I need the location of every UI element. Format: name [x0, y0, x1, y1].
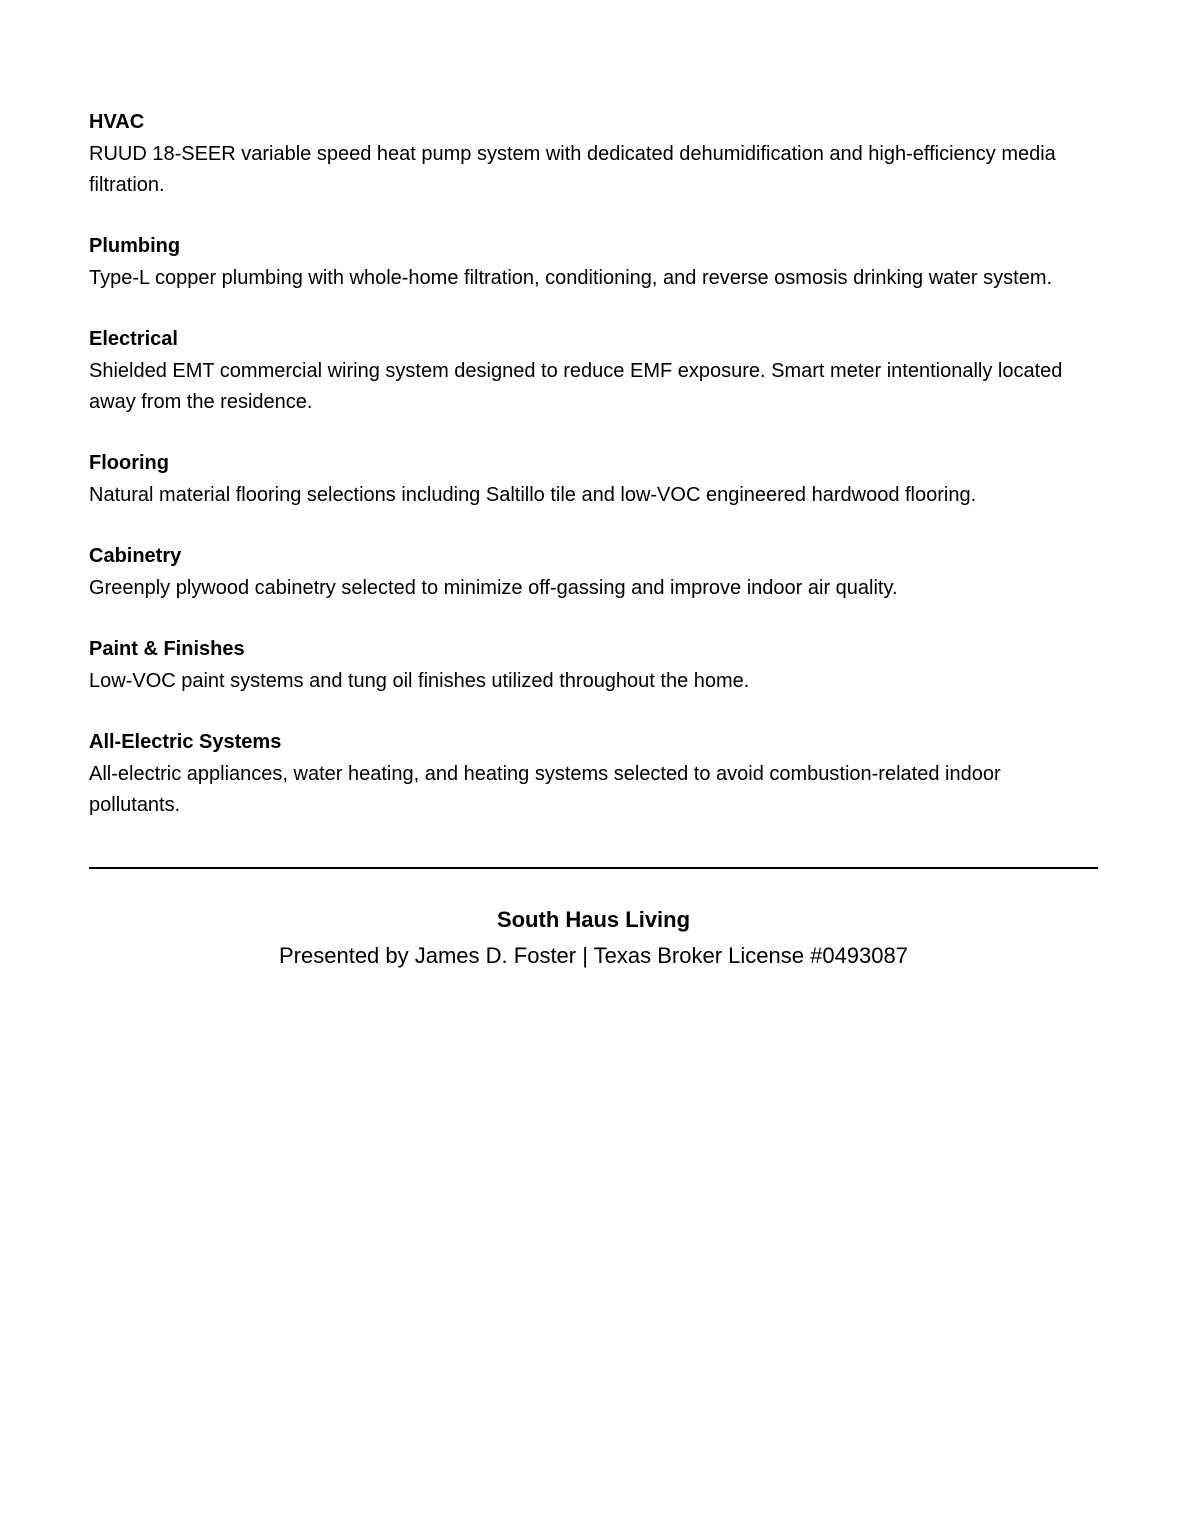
- section-hvac: [89, 108, 1097, 201]
- footer-divider: [89, 867, 1098, 869]
- section-body: Natural material flooring selections including Saltillo tile and low-VOC engineered hardwood flooring.: [89, 484, 977, 506]
- section-title: Paint & Finishes: [89, 638, 245, 660]
- section-title: Cabinetry: [89, 545, 182, 567]
- section-body: Low-VOC paint systems and tung oil finishes utilized throughout the home.: [89, 670, 750, 692]
- section-title: HVAC: [89, 111, 145, 133]
- section-body: Shielded EMT commercial wiring system designed to reduce EMF exposure. Smart meter intentionally located away from the residence.: [89, 360, 1063, 413]
- section-flooring: [89, 449, 1097, 511]
- section-title: All-Electric Systems: [89, 731, 282, 753]
- footer: [89, 905, 1098, 971]
- footer-brand: South Haus Living: [496, 907, 691, 932]
- section-title: Flooring: [89, 452, 169, 474]
- section-body: RUUD 18-SEER variable speed heat pump system with dedicated dehumidification and high-efficiency media filtration.: [89, 143, 1056, 196]
- section-title: Electrical: [89, 328, 178, 350]
- section-body: Type-L copper plumbing with whole-home filtration, conditioning, and reverse osmosis drinking water system.: [89, 267, 1053, 289]
- section-paint-finishes: [89, 635, 1097, 697]
- section-body: All-electric appliances, water heating, and heating systems selected to avoid combustion-related indoor pollutants.: [89, 763, 1001, 816]
- footer-presenter: Presented by James D. Foster | Texas Broker License #0493087: [279, 943, 908, 968]
- section-title: Plumbing: [89, 235, 181, 257]
- section-electrical: [89, 325, 1097, 418]
- section-cabinetry: [89, 542, 1097, 604]
- section-body: Greenply plywood cabinetry selected to minimize off-gassing and improve indoor air quality.: [89, 577, 898, 599]
- section-all-electric: [89, 728, 1097, 821]
- section-plumbing: [89, 232, 1097, 294]
